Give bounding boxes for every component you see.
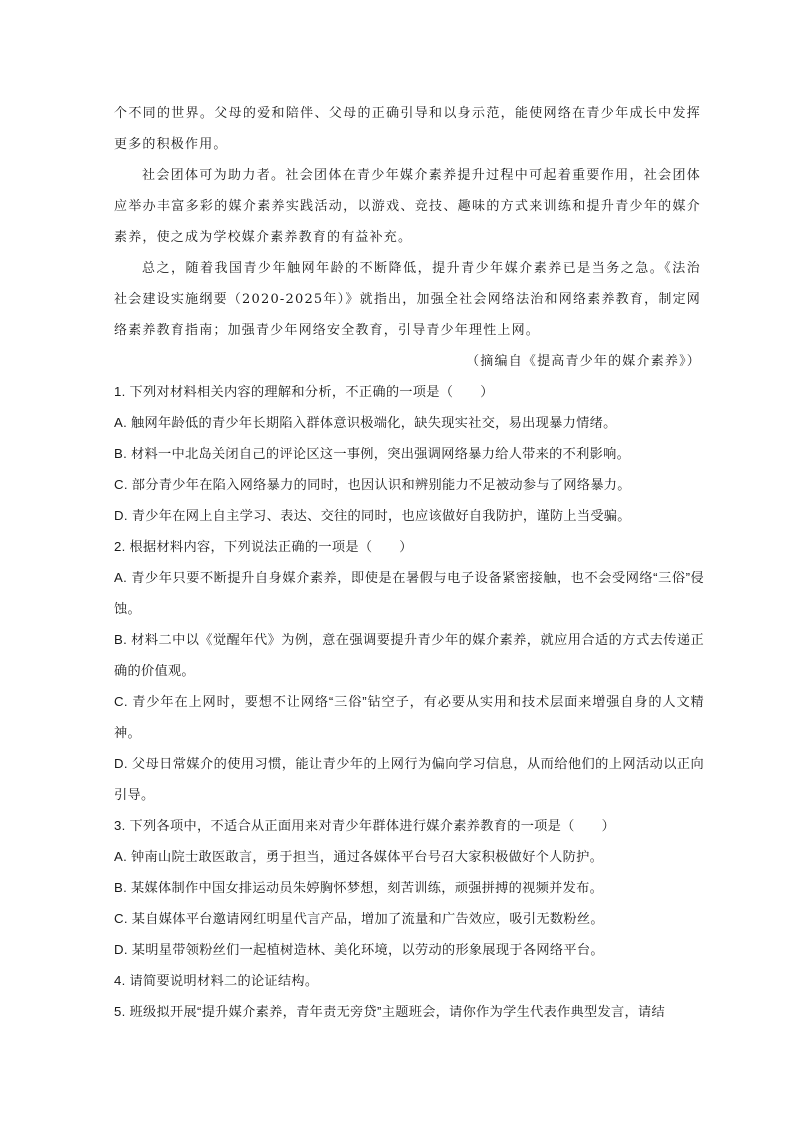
passage-paragraph: 社会团体可为助力者。社会团体在青少年媒介素养提升过程中可起着重要作用，社会团体应举办丰富多彩的媒介素养实践活动，以游戏、竞技、趣味的方式来训练和提升青少年的媒介素养，使之成为学校媒介素养教育的有益补充。 — [114, 168, 701, 245]
question-list — [114, 376, 704, 1027]
question-1-stem: 1. 下列对材料相关内容的理解和分析，不正确的一项是（ ） — [114, 384, 494, 399]
question-4-stem: 4. 请简要说明材料二的论证结构。 — [114, 973, 319, 988]
question-2-option-b: B. 材料二中以《觉醒年代》为例，意在强调要提升青少年的媒介素养，就应用合适的方式去传递正确的价值观。 — [114, 632, 704, 678]
question-3-stem: 3. 下列各项中，不适合从正面用来对青少年群体进行媒介素养教育的一项是（ ） — [114, 818, 616, 833]
question-2-option-d: D. 父母日常媒介的使用习惯，能让青少年的上网行为偏向学习信息，从而给他们的上网活动以正向引导。 — [114, 756, 704, 802]
question-2-option-a: A. 青少年只要不断提升自身媒介素养，即使是在暑假与电子设备紧密接触，也不会受网络“三俗”侵蚀。 — [114, 570, 704, 616]
question-3-option-c: C. 某自媒体平台邀请网红明星代言产品，增加了流量和广告效应，吸引无数粉丝。 — [114, 911, 604, 926]
passage-source: （摘编自《提高青少年的媒介素养》） — [466, 354, 701, 369]
question-1-option-b: B. 材料一中北岛关闭自己的评论区这一事例，突出强调网络暴力给人带来的不利影响。 — [114, 446, 631, 461]
passage-paragraph: 个不同的世界。父母的爱和陪伴、父母的正确引导和以身示范，能使网络在青少年成长中发挥更多的积极作用。 — [114, 106, 701, 152]
question-1-option-d: D. 青少年在网上自主学习、表达、交往的同时，也应该做好自我防护，谨防上当受骗。 — [114, 508, 631, 523]
reading-passage — [114, 98, 701, 377]
question-2-stem: 2. 根据材料内容，下列说法正确的一项是（ ） — [114, 539, 413, 554]
question-1-option-c: C. 部分青少年在陷入网络暴力的同时，也因认识和辨别能力不足被动参与了网络暴力。 — [114, 477, 631, 492]
question-3-option-b: B. 某媒体制作中国女排运动员朱婷胸怀梦想，刻苦训练，顽强拼搏的视频并发布。 — [114, 880, 604, 895]
question-1-option-a: A. 触网年龄低的青少年长期陷入群体意识极端化，缺失现实社交，易出现暴力情绪。 — [114, 415, 617, 430]
question-3-option-d: D. 某明星带领粉丝们一起植树造林、美化环境，以劳动的形象展现于各网络平台。 — [114, 942, 604, 957]
question-3-option-a: A. 钟南山院士敢医敢言，勇于担当，通过各媒体平台号召大家积极做好个人防护。 — [114, 849, 604, 864]
question-5-stem: 5. 班级拟开展“提升媒介素养，青年责无旁贷”主题班会，请你作为学生代表作典型发言，请结 — [114, 1004, 665, 1019]
passage-paragraph: 总之，随着我国青少年触网年龄的不断降低，提升青少年媒介素养已是当务之急。《法治社会建设实施纲要（2020-2025年）》就指出，加强全社会网络法治和网络素养教育，制定网络素养教育指南；加强青少年网络安全教育，引导青少年理性上网。 — [114, 261, 701, 338]
question-2-option-c: C. 青少年在上网时，要想不让网络“三俗”钻空子，有必要从实用和技术层面来增强自身的人文精神。 — [114, 694, 704, 740]
